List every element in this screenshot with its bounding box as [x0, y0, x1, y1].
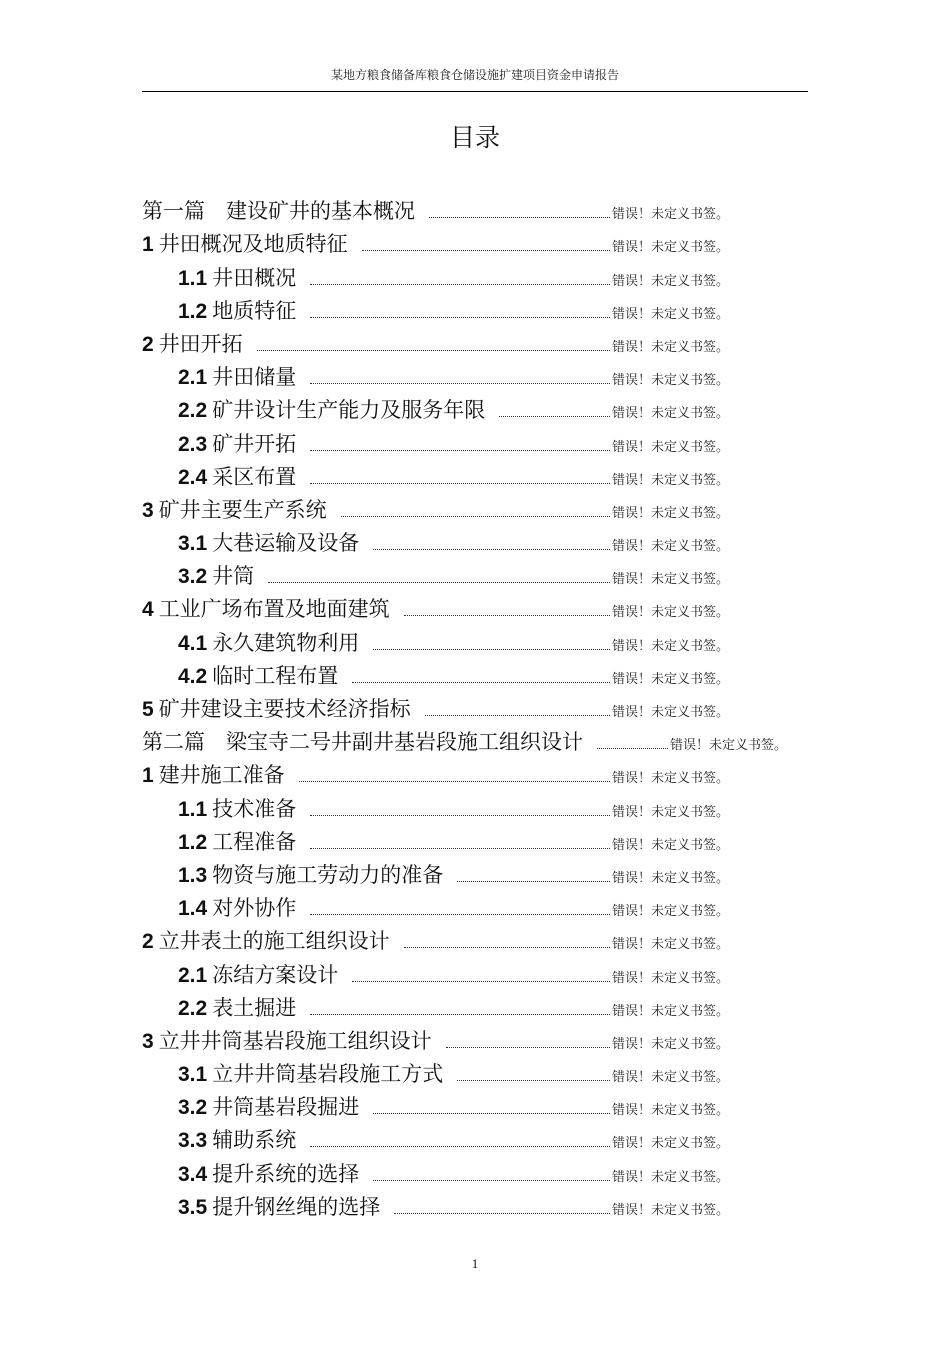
toc-entry-page-ref: 错误！未定义书签。 — [612, 1202, 730, 1218]
toc-entry-title: 表土掘进 — [212, 995, 297, 1020]
toc-entry[interactable] — [142, 624, 822, 657]
toc-entry-number: 1 — [142, 764, 154, 788]
toc-entry-title: 地质特征 — [212, 298, 297, 323]
toc-entry-title: 井田概况及地质特征 — [158, 232, 348, 257]
toc-entry-page-ref: 错误！未定义书签。 — [612, 207, 730, 223]
toc-entry-page-ref: 错误！未定义书签。 — [612, 406, 730, 422]
toc-entry-label — [178, 829, 297, 854]
toc-entry-page-ref: 错误！未定义书签。 — [612, 605, 730, 621]
toc-entry-page-ref: 错误！未定义书签。 — [612, 771, 730, 787]
toc-leader-dots — [299, 781, 610, 782]
toc-entry-title: 井田储量 — [212, 365, 297, 390]
toc-entry[interactable] — [142, 226, 822, 259]
toc-entry-label — [142, 699, 411, 720]
toc-entry-label — [178, 995, 297, 1020]
toc-leader-dots — [597, 748, 668, 749]
toc-entry-number: 2 — [142, 930, 154, 954]
toc-entry-label — [142, 732, 583, 753]
table-of-contents — [142, 193, 822, 1222]
toc-entry-label — [142, 931, 390, 952]
toc-leader-dots — [268, 582, 610, 583]
toc-entry-label — [142, 331, 243, 356]
toc-entry-number: 3.3 — [178, 1129, 208, 1153]
toc-leader-dots — [341, 516, 610, 517]
toc-entry[interactable] — [142, 1056, 822, 1089]
toc-leader-dots — [394, 1213, 610, 1214]
toc-entry[interactable] — [142, 392, 822, 425]
toc-leader-dots — [310, 1146, 610, 1147]
toc-entry-page-ref: 错误！未定义书签。 — [612, 1169, 730, 1185]
toc-entry-label — [178, 400, 485, 421]
toc-entry-label — [178, 862, 444, 887]
toc-entry-number: 4 — [142, 598, 154, 622]
toc-entry-page-ref: 错误！未定义书签。 — [612, 240, 730, 256]
toc-entry-page-ref: 错误！未定义书签。 — [612, 373, 730, 389]
toc-entry-title: 井筒 — [212, 564, 255, 589]
toc-entry-title: 井筒基岩段掘进 — [212, 1095, 360, 1120]
toc-entry-label — [178, 1194, 381, 1219]
toc-entry-number: 2.1 — [178, 366, 208, 390]
toc-entry-label — [178, 298, 297, 323]
toc-leader-dots — [429, 217, 610, 218]
toc-entry-number: 4.2 — [178, 664, 208, 688]
toc-entry-number: 1.2 — [178, 830, 208, 854]
toc-entry[interactable] — [142, 857, 822, 890]
toc-entry-number: 3.1 — [178, 532, 208, 556]
toc-entry-number: 2.4 — [178, 465, 208, 489]
toc-leader-dots — [310, 383, 610, 384]
toc-leader-dots — [310, 483, 610, 484]
toc-leader-dots — [310, 914, 610, 915]
toc-entry-label — [142, 599, 390, 620]
toc-entry[interactable] — [142, 193, 822, 226]
toc-entry-label — [178, 962, 339, 987]
toc-entry-page-ref: 错误！未定义书签。 — [612, 1136, 730, 1152]
toc-entry[interactable] — [142, 1122, 822, 1155]
toc-entry-number: 2.3 — [178, 432, 208, 456]
toc-entry-number: 2 — [142, 332, 154, 356]
toc-entry-title: 立井井筒基岩段施工组织设计 — [158, 1028, 432, 1053]
toc-entry-number: 1 — [142, 233, 154, 257]
toc-leader-dots — [373, 1113, 610, 1114]
toc-entry-label — [142, 765, 285, 786]
toc-entry-title: 工业广场布置及地面建筑 — [158, 597, 390, 622]
toc-entry-page-ref: 错误！未定义书签。 — [612, 472, 730, 488]
toc-entry-page-ref: 错误！未定义书签。 — [612, 505, 730, 521]
toc-entry-title: 工程准备 — [212, 829, 297, 854]
toc-leader-dots — [310, 450, 610, 451]
toc-entry-number: 5 — [142, 698, 154, 721]
running-header: 某地方粮食储备库粮食仓储设施扩建项目资金申请报告 — [330, 68, 619, 82]
toc-entry-page-ref: 错误！未定义书签。 — [612, 671, 730, 687]
toc-leader-dots — [362, 250, 610, 251]
toc-entry[interactable] — [142, 890, 822, 923]
toc-leader-dots — [310, 284, 610, 285]
toc-entry[interactable] — [142, 359, 822, 392]
toc-entry[interactable] — [142, 990, 822, 1023]
toc-entry-title: 对外协作 — [212, 896, 297, 921]
toc-entry-page-ref: 错误！未定义书签。 — [612, 439, 730, 455]
toc-entry-number: 1.3 — [178, 863, 208, 887]
page-title: 目录 — [449, 123, 500, 152]
toc-entry-number: 4.1 — [178, 631, 208, 655]
header-rule — [142, 91, 808, 92]
toc-entry-number: 3 — [142, 498, 154, 522]
toc-entry-title: 永久建筑物利用 — [212, 630, 360, 655]
toc-entry-number: 1.1 — [178, 797, 208, 821]
toc-entry-title: 提升系统的选择 — [212, 1161, 360, 1186]
toc-entry-title: 立井表土的施工组织设计 — [158, 929, 390, 954]
toc-leader-dots — [373, 1180, 610, 1181]
toc-entry-title: 物资与施工劳动力的准备 — [212, 862, 444, 887]
toc-entry-number: 3.4 — [178, 1162, 208, 1186]
toc-entry-label — [142, 1028, 432, 1053]
toc-leader-dots — [257, 350, 610, 351]
toc-entry-label — [178, 367, 296, 388]
toc-entry[interactable] — [142, 425, 822, 458]
toc-entry-page-ref: 错误！未定义书签。 — [612, 804, 730, 820]
toc-entry-title: 井田概况 — [212, 265, 297, 290]
toc-entry-page-ref: 错误！未定义书签。 — [612, 904, 730, 920]
toc-entry-page-ref: 错误！未定义书签。 — [612, 970, 730, 986]
toc-entry[interactable] — [142, 790, 822, 823]
toc-entry-label — [178, 1130, 296, 1151]
toc-leader-dots — [446, 1047, 610, 1048]
toc-entry-title: 矿井开拓 — [212, 431, 297, 456]
toc-entry-title: 提升钢丝绳的选择 — [212, 1194, 381, 1219]
toc-entry-label — [178, 431, 297, 456]
toc-leader-dots — [373, 549, 610, 550]
toc-entry[interactable] — [142, 757, 822, 790]
toc-entry-number: 1.2 — [178, 299, 208, 323]
toc-entry-number: 3.1 — [178, 1063, 208, 1087]
toc-entry-page-ref: 错误！未定义书签。 — [670, 738, 788, 754]
toc-entry-title: 临时工程布置 — [212, 663, 339, 688]
toc-entry-page-ref: 错误！未定义书签。 — [612, 1070, 730, 1086]
toc-entry-page-ref: 错误！未定义书签。 — [612, 937, 730, 953]
toc-entry-page-ref: 错误！未定义书签。 — [612, 306, 730, 322]
toc-leader-dots — [310, 317, 610, 318]
toc-entry-title: 矿井建设主要技术经济指标 — [158, 697, 411, 721]
toc-entry-label — [178, 630, 360, 655]
toc-entry-label — [178, 663, 339, 688]
toc-entry-title: 第二篇 梁宝寺二号井副井基岩段施工组织设计 — [142, 730, 583, 755]
toc-entry-label — [178, 1097, 359, 1118]
toc-entry-label — [178, 265, 297, 290]
toc-entry[interactable] — [142, 1155, 822, 1188]
toc-entry-page-ref: 错误！未定义书签。 — [612, 1003, 730, 1019]
toc-entry-page-ref: 错误！未定义书签。 — [612, 1036, 730, 1052]
toc-entry[interactable] — [142, 824, 822, 857]
toc-entry-label — [178, 566, 254, 587]
toc-entry-page-ref: 错误！未定义书签。 — [612, 870, 730, 886]
toc-entry-page-ref: 错误！未定义书签。 — [612, 638, 730, 654]
toc-entry[interactable] — [142, 1023, 822, 1056]
toc-entry-title: 矿井设计生产能力及服务年限 — [212, 398, 486, 423]
toc-entry-label — [178, 1161, 360, 1186]
toc-entry-title: 井田开拓 — [158, 331, 243, 356]
toc-entry-label — [142, 497, 327, 522]
toc-leader-dots — [310, 815, 610, 816]
toc-entry-number: 2.2 — [178, 399, 208, 423]
toc-entry-title: 辅助系统 — [212, 1128, 297, 1153]
toc-entry-label — [178, 898, 296, 919]
toc-entry[interactable] — [142, 259, 822, 292]
toc-entry[interactable] — [142, 724, 822, 757]
toc-entry-title: 立井井筒基岩段施工方式 — [212, 1062, 444, 1087]
toc-entry-label — [178, 533, 359, 554]
toc-entry[interactable] — [142, 923, 822, 956]
toc-entry-number: 3 — [142, 1029, 154, 1053]
toc-leader-dots — [404, 947, 610, 948]
toc-leader-dots — [457, 1080, 610, 1081]
toc-entry[interactable] — [142, 1089, 822, 1122]
toc-entry-number: 2.2 — [178, 996, 208, 1020]
toc-entry-label — [142, 201, 415, 222]
toc-entry-number: 3.5 — [178, 1195, 208, 1219]
toc-entry[interactable] — [142, 459, 822, 492]
toc-entry[interactable] — [142, 691, 822, 724]
toc-entry-page-ref: 错误！未定义书签。 — [612, 539, 730, 555]
toc-entry-page-ref: 错误！未定义书签。 — [612, 705, 730, 720]
toc-leader-dots — [352, 981, 610, 982]
toc-entry-title: 矿井主要生产系统 — [158, 497, 327, 522]
toc-leader-dots — [499, 416, 610, 417]
toc-entry-label — [142, 234, 348, 255]
toc-entry-number: 1.1 — [178, 266, 208, 290]
toc-entry-page-ref: 错误！未定义书签。 — [612, 273, 730, 289]
toc-entry-number: 2.1 — [178, 963, 208, 987]
toc-entry[interactable] — [142, 525, 822, 558]
toc-entry[interactable] — [142, 293, 822, 326]
toc-entry[interactable] — [142, 658, 822, 691]
toc-entry-page-ref: 错误！未定义书签。 — [612, 572, 730, 588]
toc-entry-label — [178, 464, 297, 489]
toc-entry-page-ref: 错误！未定义书签。 — [612, 837, 730, 853]
toc-leader-dots — [404, 615, 610, 616]
toc-entry-title: 大巷运输及设备 — [212, 531, 360, 556]
toc-entry-title: 建井施工准备 — [158, 763, 285, 788]
toc-entry[interactable] — [142, 326, 822, 359]
toc-entry-label — [178, 796, 297, 821]
toc-entry-title: 技术准备 — [212, 796, 297, 821]
toc-entry[interactable] — [142, 956, 822, 989]
toc-leader-dots — [425, 715, 610, 716]
toc-entry-title: 第一篇 建设矿井的基本概况 — [142, 199, 415, 224]
toc-leader-dots — [457, 881, 610, 882]
toc-entry-title: 采区布置 — [212, 464, 297, 489]
toc-entry[interactable] — [142, 492, 822, 525]
toc-entry[interactable] — [142, 558, 822, 591]
toc-entry-page-ref: 错误！未定义书签。 — [612, 339, 730, 355]
toc-entry[interactable] — [142, 591, 822, 624]
toc-leader-dots — [373, 649, 610, 650]
toc-entry-page-ref: 错误！未定义书签。 — [612, 1103, 730, 1119]
page-number: 1 — [471, 1256, 479, 1271]
toc-entry-number: 3.2 — [178, 565, 208, 589]
toc-leader-dots — [310, 848, 610, 849]
toc-leader-dots — [352, 682, 610, 683]
toc-entry-label — [178, 1064, 443, 1085]
toc-entry-number: 3.2 — [178, 1096, 208, 1120]
toc-entry[interactable] — [142, 1189, 822, 1222]
toc-leader-dots — [310, 1014, 610, 1015]
toc-entry-number: 1.4 — [178, 897, 208, 921]
toc-entry-title: 冻结方案设计 — [212, 962, 339, 987]
